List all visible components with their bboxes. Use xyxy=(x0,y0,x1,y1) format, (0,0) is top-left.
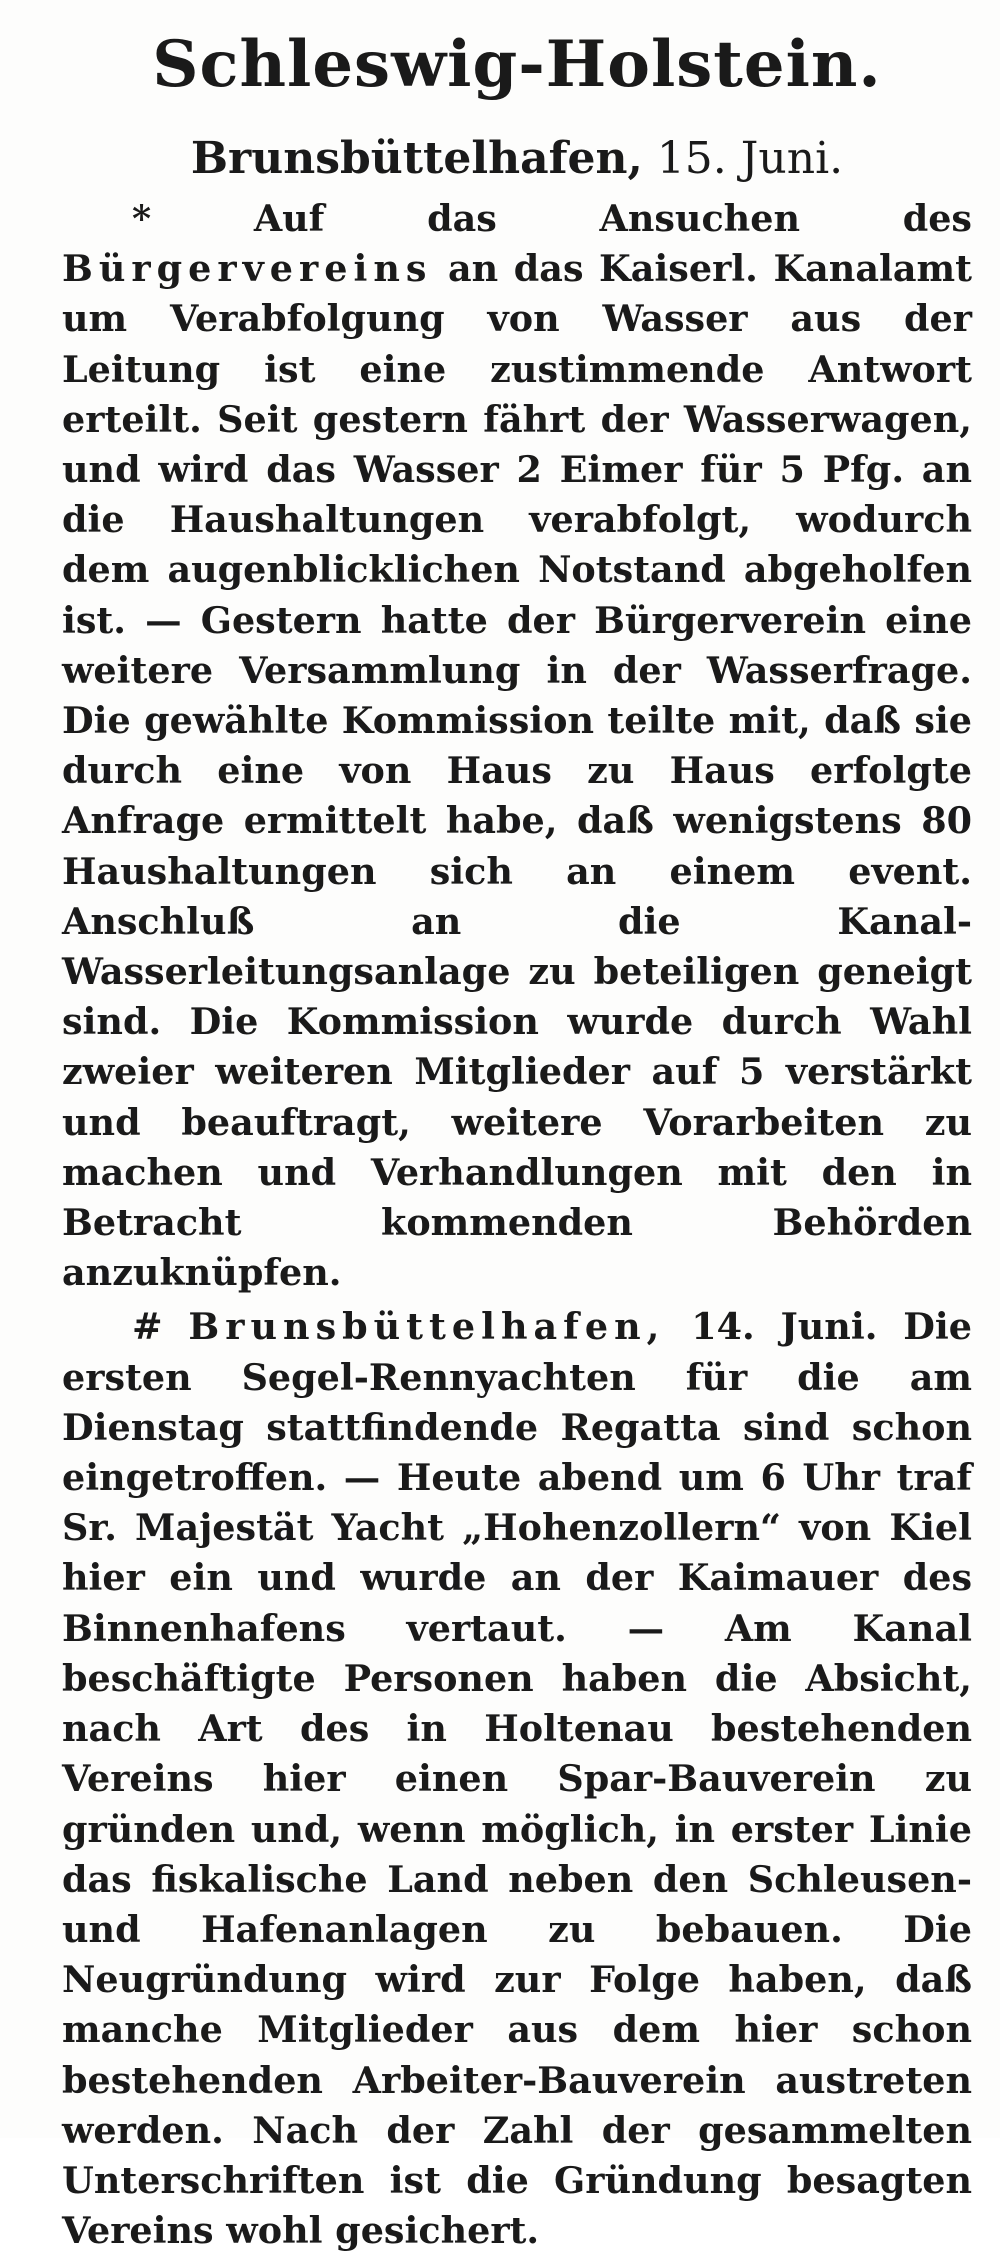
article-1-body: an das Kaiserl. Kanalamt um Verabfolgung von Wasser aus der Leitung ist eine zustimmende Antwort erteilt. Seit gestern fährt der Wasserwagen, und wird das Wasser 2 Eimer für 5 Pfg. an die Haushaltungen verabfolgt, wodurch dem augenblicklichen Notstand abgeholfen ist. — Gestern hatte der Bürgerverein eine weitere Versammlung in der Wasserfrage. Die gewählte Kommission teilte mit, daß sie durch eine von Haus zu Haus erfolgte Anfrage ermittelt habe, daß wenigstens 80 Haushaltungen sich an einem event. Anschluß an die Kanal-Wasserleitungsanlage zu beteiligen geneigt sind. Die Kommission wurde durch Wahl zweier weiteren Mitglieder auf 5 verstärkt und beauftragt, weitere Vorarbeiten zu machen und Verhandlungen mit den in Betracht kommenden Behörden anzuknüpfen. xyxy=(62,247,972,1295)
article-2-body: Die ersten Segel-Rennyachten für die am Dienstag stattfindende Regatta sind schon eingetroffen. — Heute abend um 6 Uhr traf Sr. Majestät Yacht „Hohenzollern“ von Kiel hier ein und wurde an der Kaimauer des Binnenhafens vertaut. — Am Kanal beschäftigte Personen haben die Absicht, nach Art des in Holtenau bestehenden Vereins hier einen Spar-Bauverein zu gründen und, wenn möglich, in erster Linie das fiskalische Land neben den Schleusen- und Hafenanlagen zu bebauen. Die Neugründung wird zur Folge haben, daß manche Mitglieder aus dem hier schon bestehenden Arbeiter-Bauverein austreten werden. Nach der Zahl der gesammelten Unterschriften ist die Gründung besagten Vereins wohl gesichert. xyxy=(62,1305,972,2253)
article-2-marker: # xyxy=(132,1305,163,1349)
section-title: Schleswig-Holstein. xyxy=(152,27,882,102)
article-2 xyxy=(62,1302,972,2256)
dateline-1 xyxy=(62,134,972,184)
article-2-place: Brunsbüttelhafen, xyxy=(188,1305,666,1349)
article-1 xyxy=(62,194,972,1298)
dateline-1-date: 15. Juni. xyxy=(656,133,844,184)
article-1-spaced-word: Bürgervereins xyxy=(62,247,433,291)
article-2-date: 14. Juni. xyxy=(691,1305,878,1349)
article-1-paragraph xyxy=(62,194,972,1298)
article-1-marker: * xyxy=(132,197,152,240)
article-2-paragraph xyxy=(62,1302,972,2256)
article-1-lead: Auf das Ansuchen des xyxy=(253,197,972,240)
article-column xyxy=(62,22,972,2256)
dateline-1-place: Brunsbüttelhafen, xyxy=(190,133,643,184)
